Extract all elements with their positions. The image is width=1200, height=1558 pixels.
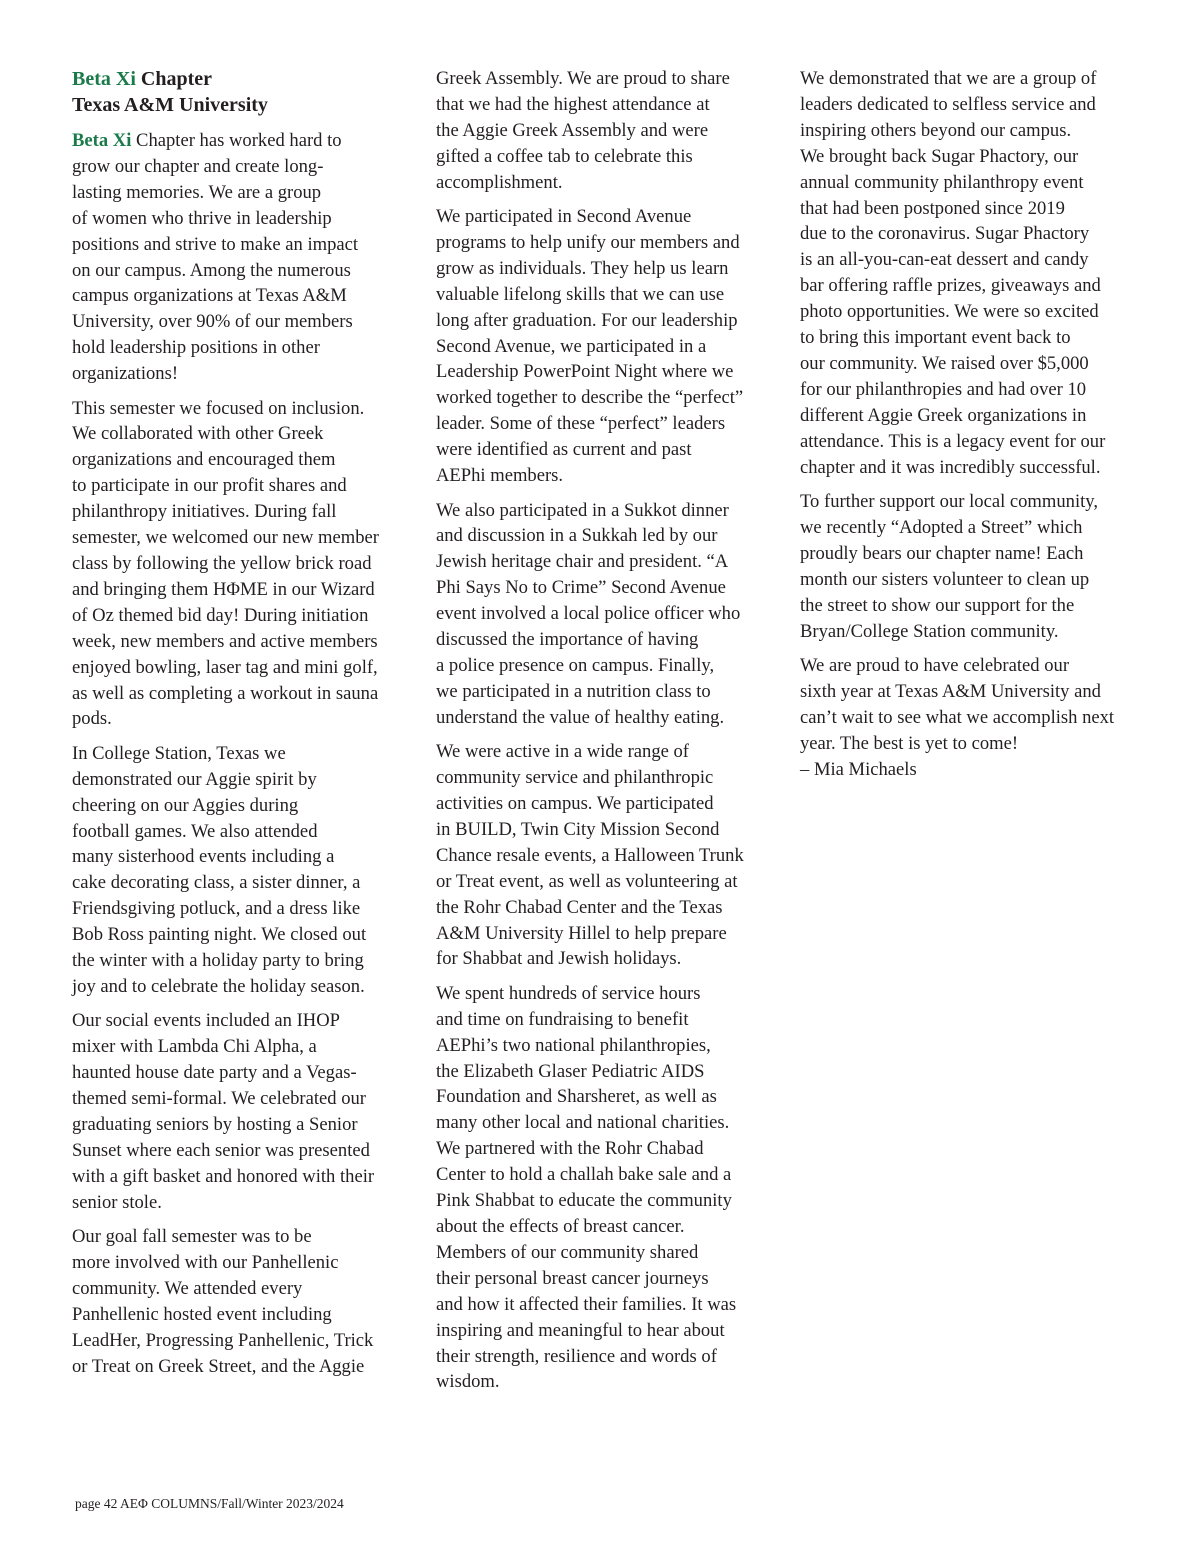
text-line: campus organizations at Texas A&M [72, 285, 347, 307]
text-line: with a gift basket and honored with their [72, 1165, 375, 1187]
chapter-heading [72, 66, 408, 118]
column-1-body [72, 128, 408, 1380]
text-line: inspiring others beyond our campus. [800, 119, 1072, 141]
text-line: our community. We raised over $5,000 [800, 352, 1089, 374]
text-line: philanthropy initiatives. During fall [72, 501, 337, 523]
text-line: Our social events included an IHOP [72, 1010, 340, 1032]
text-line: and discussion in a Sukkah led by our [436, 525, 718, 547]
text-line: on our campus. Among the numerous [72, 259, 351, 281]
text-line: the winter with a holiday party to bring [72, 950, 364, 972]
text-line: the Rohr Chabad Center and the Texas [436, 896, 723, 918]
text-line: Members of our community shared [436, 1241, 699, 1263]
text-line: that had been postponed since 2019 [800, 197, 1065, 219]
text-line: We collaborated with other Greek [72, 423, 324, 445]
text-line: To further support our local community, [800, 491, 1099, 512]
text-line: leaders dedicated to selfless service and [800, 93, 1096, 115]
text-line: mixer with Lambda Chi Alpha, a [72, 1036, 317, 1058]
text-line: is an all-you-can-eat dessert and candy [800, 249, 1089, 271]
text-line: bar offering raffle prizes, giveaways and [800, 275, 1101, 297]
text-line: organizations! [72, 363, 179, 385]
text-line: demonstrated our Aggie spirit by [72, 768, 317, 790]
article-column-3 [800, 66, 1136, 791]
text-line: and bringing them HΦME in our Wizard [72, 578, 375, 600]
paragraph [72, 396, 408, 733]
text-line: lasting memories. We are a group [72, 181, 322, 203]
text-line: Panhellenic hosted event including [72, 1303, 332, 1325]
text-line: of women who thrive in leadership [72, 207, 332, 229]
text-line: of Oz themed bid day! During initiation [72, 604, 369, 626]
text-line: wisdom. [436, 1371, 500, 1393]
text-line: and how it affected their families. It was [436, 1293, 737, 1315]
text-line: more involved with our Panhellenic [72, 1252, 339, 1274]
text-line: event involved a local police officer who [436, 603, 741, 625]
university-name: Texas A&M University [72, 94, 268, 116]
text-line: we participated in a nutrition class to [436, 680, 711, 702]
text-line: were identified as current and past [436, 439, 692, 461]
text-line: We demonstrated that we are a group of [800, 68, 1097, 89]
text-line: Leadership PowerPoint Night where we [436, 361, 734, 383]
text-line: and time on fundraising to benefit [436, 1008, 689, 1030]
text-line: Center to hold a challah bake sale and a [436, 1164, 732, 1186]
text-line: that we had the highest attendance at [436, 93, 710, 115]
text-line: Phi Says No to Crime” Second Avenue [436, 577, 726, 599]
text-line: chapter and it was incredibly successful. [800, 456, 1101, 478]
text-line: to participate in our profit shares and [72, 475, 347, 497]
paragraph [72, 128, 408, 387]
text-line: attendance. This is a legacy event for our [800, 430, 1106, 452]
text-line: photo opportunities. We were so excited [800, 301, 1099, 323]
text-line: for Shabbat and Jewish holidays. [436, 948, 682, 970]
text-line: cheering on our Aggies during [72, 794, 299, 816]
text-line: activities on campus. We participated [436, 792, 714, 814]
text-line: sixth year at Texas A&M University and [800, 680, 1101, 702]
text-line: or Treat event, as well as volunteering at [436, 870, 738, 892]
text-line: – Mia Michaels [800, 758, 917, 780]
column-2-body [436, 66, 772, 1395]
text-line: grow as individuals. They help us learn [436, 257, 729, 279]
text-line: A&M University Hillel to help prepare [436, 922, 727, 944]
text-line: Pink Shabbat to educate the community [436, 1190, 732, 1212]
text-line: due to the coronavirus. Sugar Phactory [800, 223, 1090, 245]
text-line: semester, we welcomed our new member [72, 527, 379, 549]
text-line: graduating seniors by hosting a Senior [72, 1114, 358, 1136]
page-footer: page 42 AEΦ COLUMNS/Fall/Winter 2023/2024 [75, 1496, 344, 1511]
text-fragment: Chapter has worked hard to [131, 130, 342, 151]
text-line: cake decorating class, a sister dinner, a [72, 872, 361, 894]
text-line: discussed the importance of having [436, 629, 699, 651]
paragraph [800, 489, 1136, 644]
text-line: Bob Ross painting night. We closed out [72, 924, 367, 946]
text-line: Greek Assembly. We are proud to share [436, 68, 730, 89]
text-line: University, over 90% of our members [72, 311, 353, 333]
paragraph [800, 653, 1136, 783]
text-line: annual community philanthropy event [800, 171, 1084, 193]
text-line: Second Avenue, we participated in a [436, 335, 707, 357]
text-line: organizations and encouraged them [72, 449, 336, 471]
chapter-word: Chapter [135, 68, 212, 90]
text-line: Jewish heritage chair and president. “A [436, 551, 729, 573]
text-line: Friendsgiving potluck, and a dress like [72, 898, 361, 920]
text-line: understand the value of healthy eating. [436, 706, 725, 728]
column-3-body [800, 66, 1136, 782]
chapter-title-line [72, 66, 408, 92]
text-line: leader. Some of these “perfect” leaders [436, 413, 726, 435]
text-line: grow our chapter and create long- [72, 155, 324, 177]
article-column-1 [72, 66, 408, 1388]
text-line: as well as completing a workout in sauna [72, 682, 379, 704]
text-line: enjoyed bowling, laser tag and mini golf, [72, 656, 378, 678]
text-line: valuable lifelong skills that we can use [436, 283, 725, 305]
text-line: Our goal fall semester was to be [72, 1226, 312, 1248]
text-line: LeadHer, Progressing Panhellenic, Trick [72, 1329, 374, 1351]
paragraph [436, 204, 772, 489]
text-line: AEPhi members. [436, 465, 564, 487]
text-line: We brought back Sugar Phactory, our [800, 145, 1079, 167]
text-line: long after graduation. For our leadership [436, 309, 738, 331]
text-line: senior stole. [72, 1191, 162, 1213]
text-line: month our sisters volunteer to clean up [800, 568, 1090, 590]
text-line: We were active in a wide range of [436, 741, 690, 763]
text-line: many other local and national charities. [436, 1112, 730, 1134]
text-line: We are proud to have celebrated our [800, 654, 1070, 676]
article-column-2 [436, 66, 772, 1404]
text-line: football games. We also attended [72, 820, 318, 842]
text-line: Sunset where each senior was presented [72, 1139, 370, 1161]
text-line: for our philanthropies and had over 10 [800, 378, 1087, 400]
text-line: pods. [72, 708, 112, 730]
paragraph [436, 66, 772, 196]
text-line: worked together to describe the “perfect” [436, 387, 744, 409]
text-line: proudly bears our chapter name! Each [800, 542, 1084, 564]
text-line: week, new members and active members [72, 630, 378, 652]
text-line: the Elizabeth Glaser Pediatric AIDS [436, 1060, 705, 1082]
text-line: or Treat on Greek Street, and the Aggie [72, 1355, 365, 1377]
text-line: In College Station, Texas we [72, 742, 286, 764]
text-line: We also participated in a Sukkot dinner [436, 499, 729, 521]
text-line: can’t wait to see what we accomplish next [800, 706, 1115, 728]
text-line: We spent hundreds of service hours [436, 982, 701, 1004]
text-line: a police presence on campus. Finally, [436, 654, 715, 676]
text-line: joy and to celebrate the holiday season. [72, 976, 365, 997]
text-line: many sisterhood events including a [72, 846, 335, 868]
text-line: about the effects of breast cancer. [436, 1215, 685, 1237]
text-line: accomplishment. [436, 171, 563, 193]
text-line: Bryan/College Station community. [800, 620, 1059, 642]
text-line: We partnered with the Rohr Chabad [436, 1138, 704, 1160]
paragraph [436, 498, 772, 731]
text-line: gifted a coffee tab to celebrate this [436, 145, 693, 167]
text-line: community service and philanthropic [436, 767, 714, 789]
text-line: community. We attended every [72, 1277, 303, 1299]
text-line: AEPhi’s two national philanthropies, [436, 1034, 711, 1056]
text-line: hold leadership positions in other [72, 337, 320, 359]
paragraph [800, 66, 1136, 481]
text-line: their strength, resilience and words of [436, 1345, 717, 1367]
paragraph [72, 1224, 408, 1379]
text-line: This semester we focused on inclusion. [72, 397, 365, 419]
text-line: different Aggie Greek organizations in [800, 404, 1087, 426]
chapter-name-inline: Beta Xi [72, 130, 132, 151]
text-line: year. The best is yet to come! [800, 732, 1019, 754]
text-line: Chance resale events, a Halloween Trunk [436, 844, 744, 866]
text-line: in BUILD, Twin City Mission Second [436, 818, 720, 840]
text-line: themed semi-formal. We celebrated our [72, 1088, 366, 1110]
text-line: inspiring and meaningful to hear about [436, 1319, 725, 1341]
chapter-name: Beta Xi [72, 68, 136, 90]
text-line: class by following the yellow brick road [72, 553, 372, 574]
paragraph [72, 1008, 408, 1215]
text-line: we recently “Adopted a Street” which [800, 516, 1083, 538]
text-line: the Aggie Greek Assembly and were [436, 119, 709, 141]
paragraph [436, 981, 772, 1396]
text-line: Foundation and Sharsheret, as well as [436, 1086, 717, 1108]
text-line: positions and strive to make an impact [72, 233, 359, 255]
text-line: programs to help unify our members and [436, 231, 740, 253]
text-line: their personal breast cancer journeys [436, 1267, 709, 1289]
text-line: We participated in Second Avenue [436, 206, 692, 228]
text-line: the street to show our support for the [800, 594, 1075, 616]
text-line [72, 128, 408, 154]
text-line: to bring this important event back to [800, 327, 1071, 349]
paragraph [436, 739, 772, 972]
text-line: haunted house date party and a Vegas- [72, 1062, 357, 1084]
paragraph [72, 741, 408, 1000]
